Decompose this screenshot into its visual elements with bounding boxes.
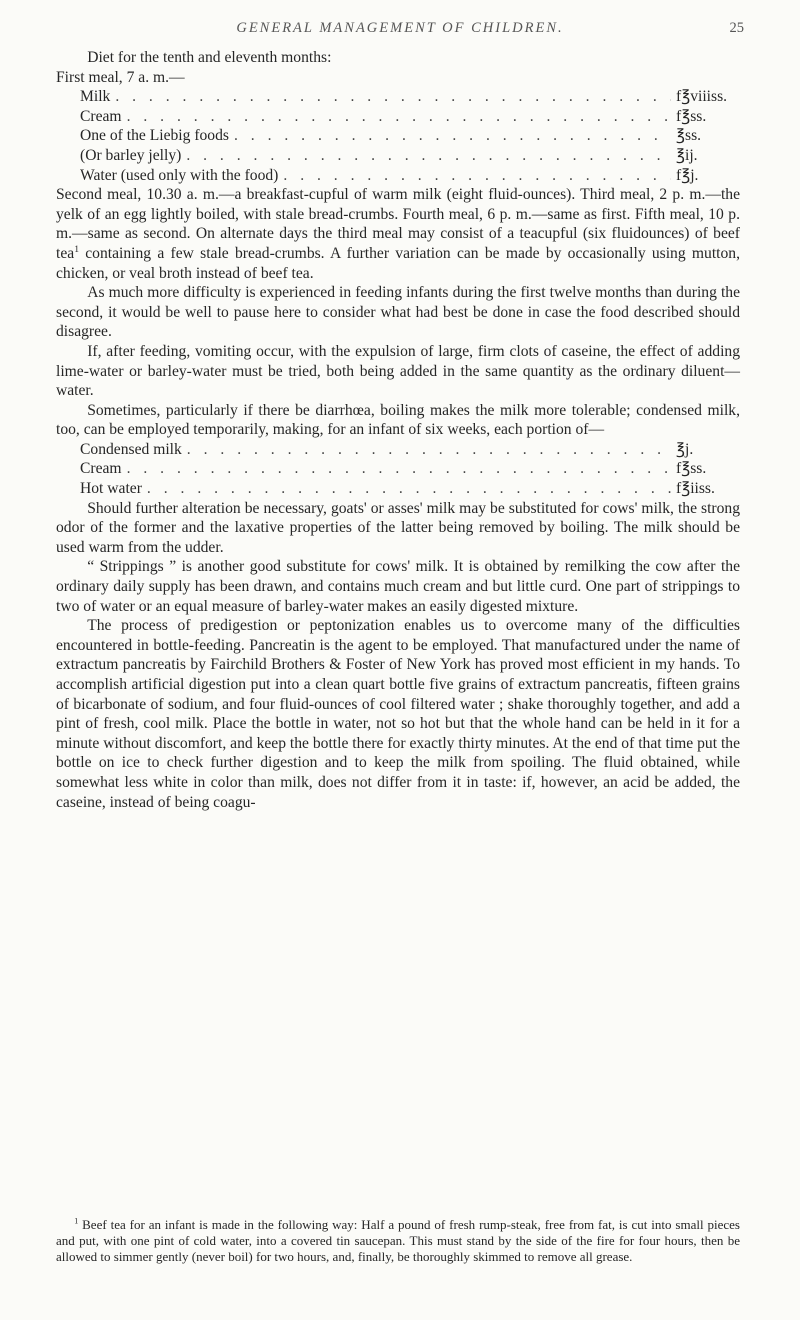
page-number: 25 — [729, 20, 744, 36]
dot-leader — [115, 87, 671, 107]
ingredient-quantity: f℥j. — [676, 166, 699, 184]
footnote-reference: 1 — [74, 243, 80, 255]
recipe-row — [80, 107, 740, 127]
recipe-row — [80, 459, 740, 479]
recipe-row — [80, 479, 740, 499]
recipe-row — [80, 146, 740, 166]
dot-leader — [127, 459, 671, 479]
footnote — [56, 1217, 740, 1266]
ingredient-name: Condensed milk — [80, 440, 182, 458]
ingredient-quantity: ℥j. — [676, 440, 694, 458]
ingredient-quantity: ℥ij. — [676, 146, 698, 164]
footnote-marker: 1 — [74, 1216, 79, 1226]
meals-paragraph — [56, 185, 740, 283]
dot-leader — [234, 126, 671, 146]
diet-heading: Diet for the tenth and eleventh months: — [87, 49, 332, 66]
goats-milk-paragraph: Should further alteration be necessary, goats' or asses' milk may be substituted for cows' milk, the strong odor of the former and the laxative properties of the latter being removed by boiling. The milk should be used warm from the udder. — [56, 499, 740, 556]
ingredient-quantity: f℥ss. — [676, 107, 707, 125]
running-title: GENERAL MANAGEMENT OF CHILDREN. — [236, 20, 564, 36]
dot-leader — [147, 479, 671, 499]
dot-leader — [187, 440, 671, 460]
vomiting-paragraph: If, after feeding, vomiting occur, with the expulsion of large, firm clots of caseine, the effect of adding lime-water or barley-water must be tried, both being added in the same quantity as the ordinary diluent—water. — [56, 342, 740, 400]
predigestion-paragraph: The process of predigestion or peptonization enables us to overcome many of the difficulties encountered in bottle-feeding. Pancreatin is the agent to be employed. That manufactured under the name of extractum pancreatis by Fairchild Brothers & Foster of New York has proved most efficient in my hands. To accomplish artificial digestion put into a clean quart bottle five grains of extractum pancreatis, fifteen grains of bicarbonate of sodium, and four fluid-ounces of cool filtered water ; shake thoroughly together, and add a pint of fresh, cool milk. Place the bottle in water, not so hot but that the whole hand can be held in it for a minute without discomfort, and keep the bottle there for exactly thirty minutes. At the end of that time put the bottle on ice to check further digestion and to keep the milk from spoiling. The fluid obtained, while somewhat less white in color than milk, does not differ from it in taste: if, however, an acid be added, the caseine, instead of being coagu- — [56, 617, 740, 811]
diarrhoea-paragraph: Sometimes, particularly if there be diarrhœa, boiling makes the milk more tolerable; condensed milk, too, can be employed temporarily, making, for an infant of six weeks, each portion of— — [56, 401, 740, 439]
meals-text-end: containing a few stale bread-crumbs. A further variation can be made by occasionally using mutton, chicken, or veal broth instead of beef tea. — [56, 244, 740, 282]
ingredient-quantity: f℥iiss. — [676, 480, 715, 498]
ingredient-name: Water (used only with the food) — [80, 166, 279, 184]
dot-leader — [283, 166, 671, 186]
first-meal-recipe — [80, 87, 740, 185]
ingredient-quantity: ℥ss. — [676, 127, 702, 145]
ingredient-name: (Or barley jelly) — [80, 146, 182, 164]
ingredient-quantity: f℥ss. — [676, 460, 707, 478]
footnote-text: Beef tea for an infant is made in the following way: Half a pound of fresh rump-steak, free from fat, is cut into small pieces and put, with one pint of cold water, into a covered tin saucepan. This must stand by the side of the fire for four hours, then be allowed to simmer gently (never boil) for two hours, and, finally, be thoroughly skimmed to remove all grease. — [56, 1217, 740, 1265]
ingredient-name: Hot water — [80, 480, 142, 498]
dot-leader — [186, 146, 671, 166]
ingredient-name: Milk — [80, 88, 111, 106]
first-meal-line: First meal, 7 a. m.— — [56, 68, 185, 86]
meals-text: Second meal, 10.30 a. m.—a breakfast-cupful of warm milk (eight fluid-ounces). Third meal, 2 p. m.—the yelk of an egg lightly boiled, with stale bread-crumbs. Fourth meal, 6 p. m.—same as first. Fifth meal, 10 p. m.—same as second. On alternate days the third meal may consist of a teacupful (six fluidounces) of beef tea — [56, 186, 740, 262]
ingredient-name: Cream — [80, 107, 122, 125]
difficulty-paragraph: As much more difficulty is experienced in feeding infants during the first twelve months than during the second, it would be well to pause here to consider what had best be done in case the food described should disagree. — [56, 284, 740, 341]
recipe-row — [80, 440, 740, 460]
dot-leader — [127, 107, 671, 127]
page-body — [56, 48, 740, 812]
recipe-row — [80, 126, 740, 146]
ingredient-name: Cream — [80, 460, 122, 478]
condensed-milk-recipe — [80, 440, 740, 499]
footnotes — [56, 1217, 740, 1266]
recipe-row — [80, 87, 740, 107]
strippings-paragraph: “ Strippings ” is another good substitute for cows' milk. It is obtained by remilking the cow after the ordinary daily supply has been drawn, and contains much cream and but little curd. One part of strippings to two of water or an equal measure of barley-water makes an easily digested mixture. — [56, 558, 740, 615]
recipe-row — [80, 166, 740, 186]
running-header — [0, 20, 800, 44]
ingredient-quantity: f℥viiiss. — [676, 88, 728, 106]
ingredient-name: One of the Liebig foods — [80, 127, 229, 145]
